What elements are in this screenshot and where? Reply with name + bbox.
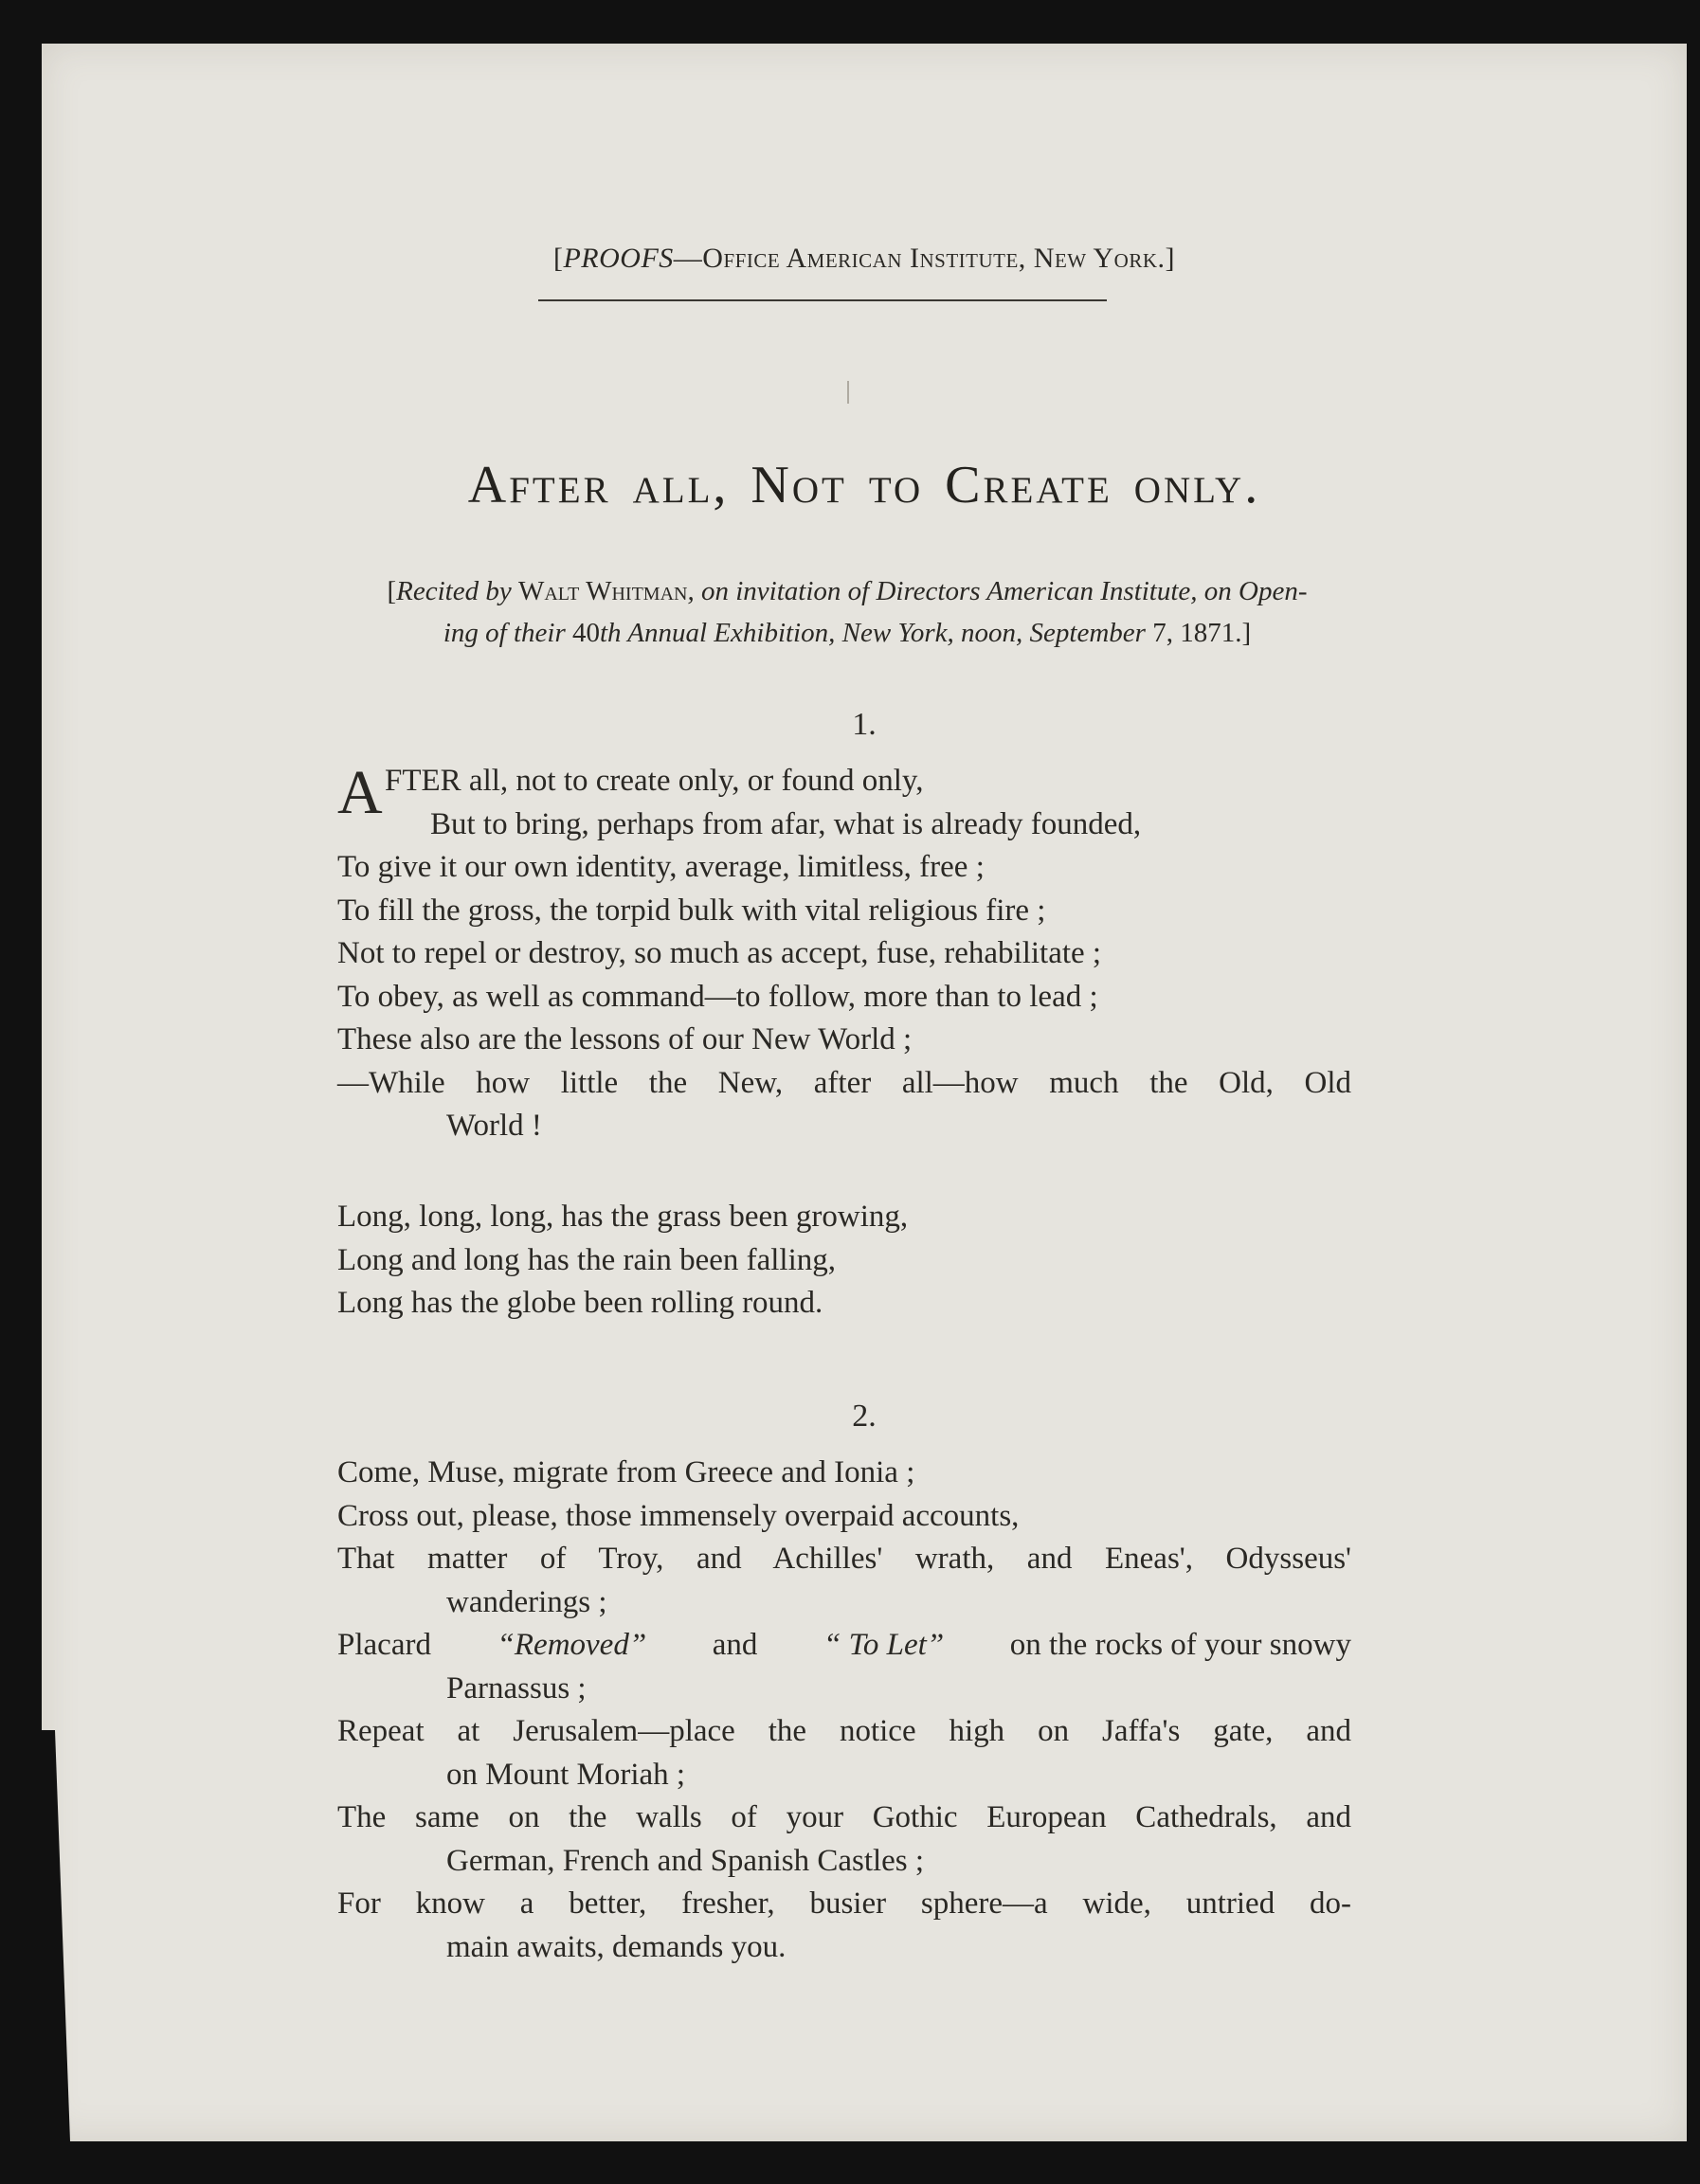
to-let-phrase: “ To Let” (823, 1628, 945, 1662)
note-invitation-line2: ing of their (443, 618, 572, 648)
section-number-1: 1. (852, 707, 877, 742)
proof-header (42, 243, 1687, 275)
header-close-bracket: ] (1165, 243, 1176, 274)
poem-line: These also are the lessons of our New World ; (337, 1022, 913, 1056)
section-2-stanza-1 (337, 1452, 1351, 1969)
poem-line: Repeat at Jerusalem—place the notice high on Jaffa's gate, and (337, 1714, 1351, 1748)
header-proofs: PROOFS (563, 243, 674, 274)
header-dash: — (673, 243, 703, 274)
poem-line-continued: wanderings ; (446, 1584, 607, 1619)
poem-line: Long has the globe been rolling round. (337, 1286, 823, 1320)
poem-line: To obey, as well as command—to follow, more than to lead ; (337, 979, 1098, 1014)
drop-cap-letter: A (337, 758, 383, 827)
document-page (42, 44, 1687, 2141)
placard-rest: on the rocks of your snowy (1009, 1628, 1351, 1662)
poem-line-continued: World ! (446, 1109, 542, 1143)
poem-title: After all, Not to Create only. (467, 456, 1261, 514)
header-open-bracket: [ (552, 243, 564, 274)
note-open-bracket: [ (387, 576, 397, 606)
poem-line: But to bring, perhaps from afar, what is already founded, (430, 806, 1142, 841)
poem-line-continued: on Mount Moriah ; (446, 1757, 686, 1792)
poem-line: To give it our own identity, average, limitless, free ; (337, 850, 985, 884)
poem-line: The same on the walls of your Gothic European Cathedrals, and (337, 1800, 1351, 1834)
poem-line-continued: main awaits, demands you. (446, 1929, 787, 1964)
note-anniversary: 40 (572, 618, 600, 648)
poem-line: —While how little the New, after all—how much the Old, Old (337, 1065, 1351, 1100)
section-1-stanza-1 (337, 760, 1351, 1148)
header-office: Office American Institute, New York. (702, 243, 1166, 274)
torn-edge (42, 1730, 83, 2141)
poem-line: To fill the gross, the torpid bulk with vital religious fire ; (337, 893, 1046, 928)
poem-line-continued: Parnassus ; (446, 1670, 587, 1706)
recitation-note (335, 570, 1359, 654)
and-word: and (712, 1628, 758, 1662)
poem-line: Come, Muse, migrate from Greece and Ionia ; (337, 1455, 915, 1489)
note-recited-by: Recited by (396, 576, 518, 606)
removed-phrase: “Removed” (497, 1628, 647, 1662)
section-number-2: 2. (852, 1399, 877, 1434)
note-author: Walt Whitman (517, 576, 688, 606)
poem-line: That matter of Troy, and Achilles' wrath, and Eneas', Odysseus' (337, 1542, 1351, 1576)
section-1-stanza-2 (337, 1196, 1351, 1326)
note-invitation-line1: , on invitation of Directors American Institute, on Open- (687, 576, 1308, 606)
note-day: 7 (1152, 618, 1166, 648)
placard-word: Placard (337, 1628, 431, 1662)
poem-line: Cross out, please, those immensely overpaid accounts, (337, 1498, 1020, 1533)
note-year: , 1871.] (1166, 618, 1252, 648)
poem-line: Long, long, long, has the grass been growing, (337, 1200, 909, 1234)
crease-mark (847, 381, 849, 404)
opening-line-text: FTER all, not to create only, or found only, (385, 764, 924, 798)
note-exhibition: th Annual Exhibition, New York, noon, September (600, 618, 1153, 648)
poem-line-placard (337, 1624, 1351, 1668)
poem-line: Long and long has the rain been falling, (337, 1242, 837, 1277)
poem-line-continued: German, French and Spanish Castles ; (446, 1843, 925, 1878)
poem-line: For know a better, fresher, busier sphere—a wide, untried do- (337, 1886, 1351, 1921)
header-rule (538, 299, 1107, 301)
poem-line: Not to repel or destroy, so much as accept, fuse, rehabilitate ; (337, 936, 1102, 970)
